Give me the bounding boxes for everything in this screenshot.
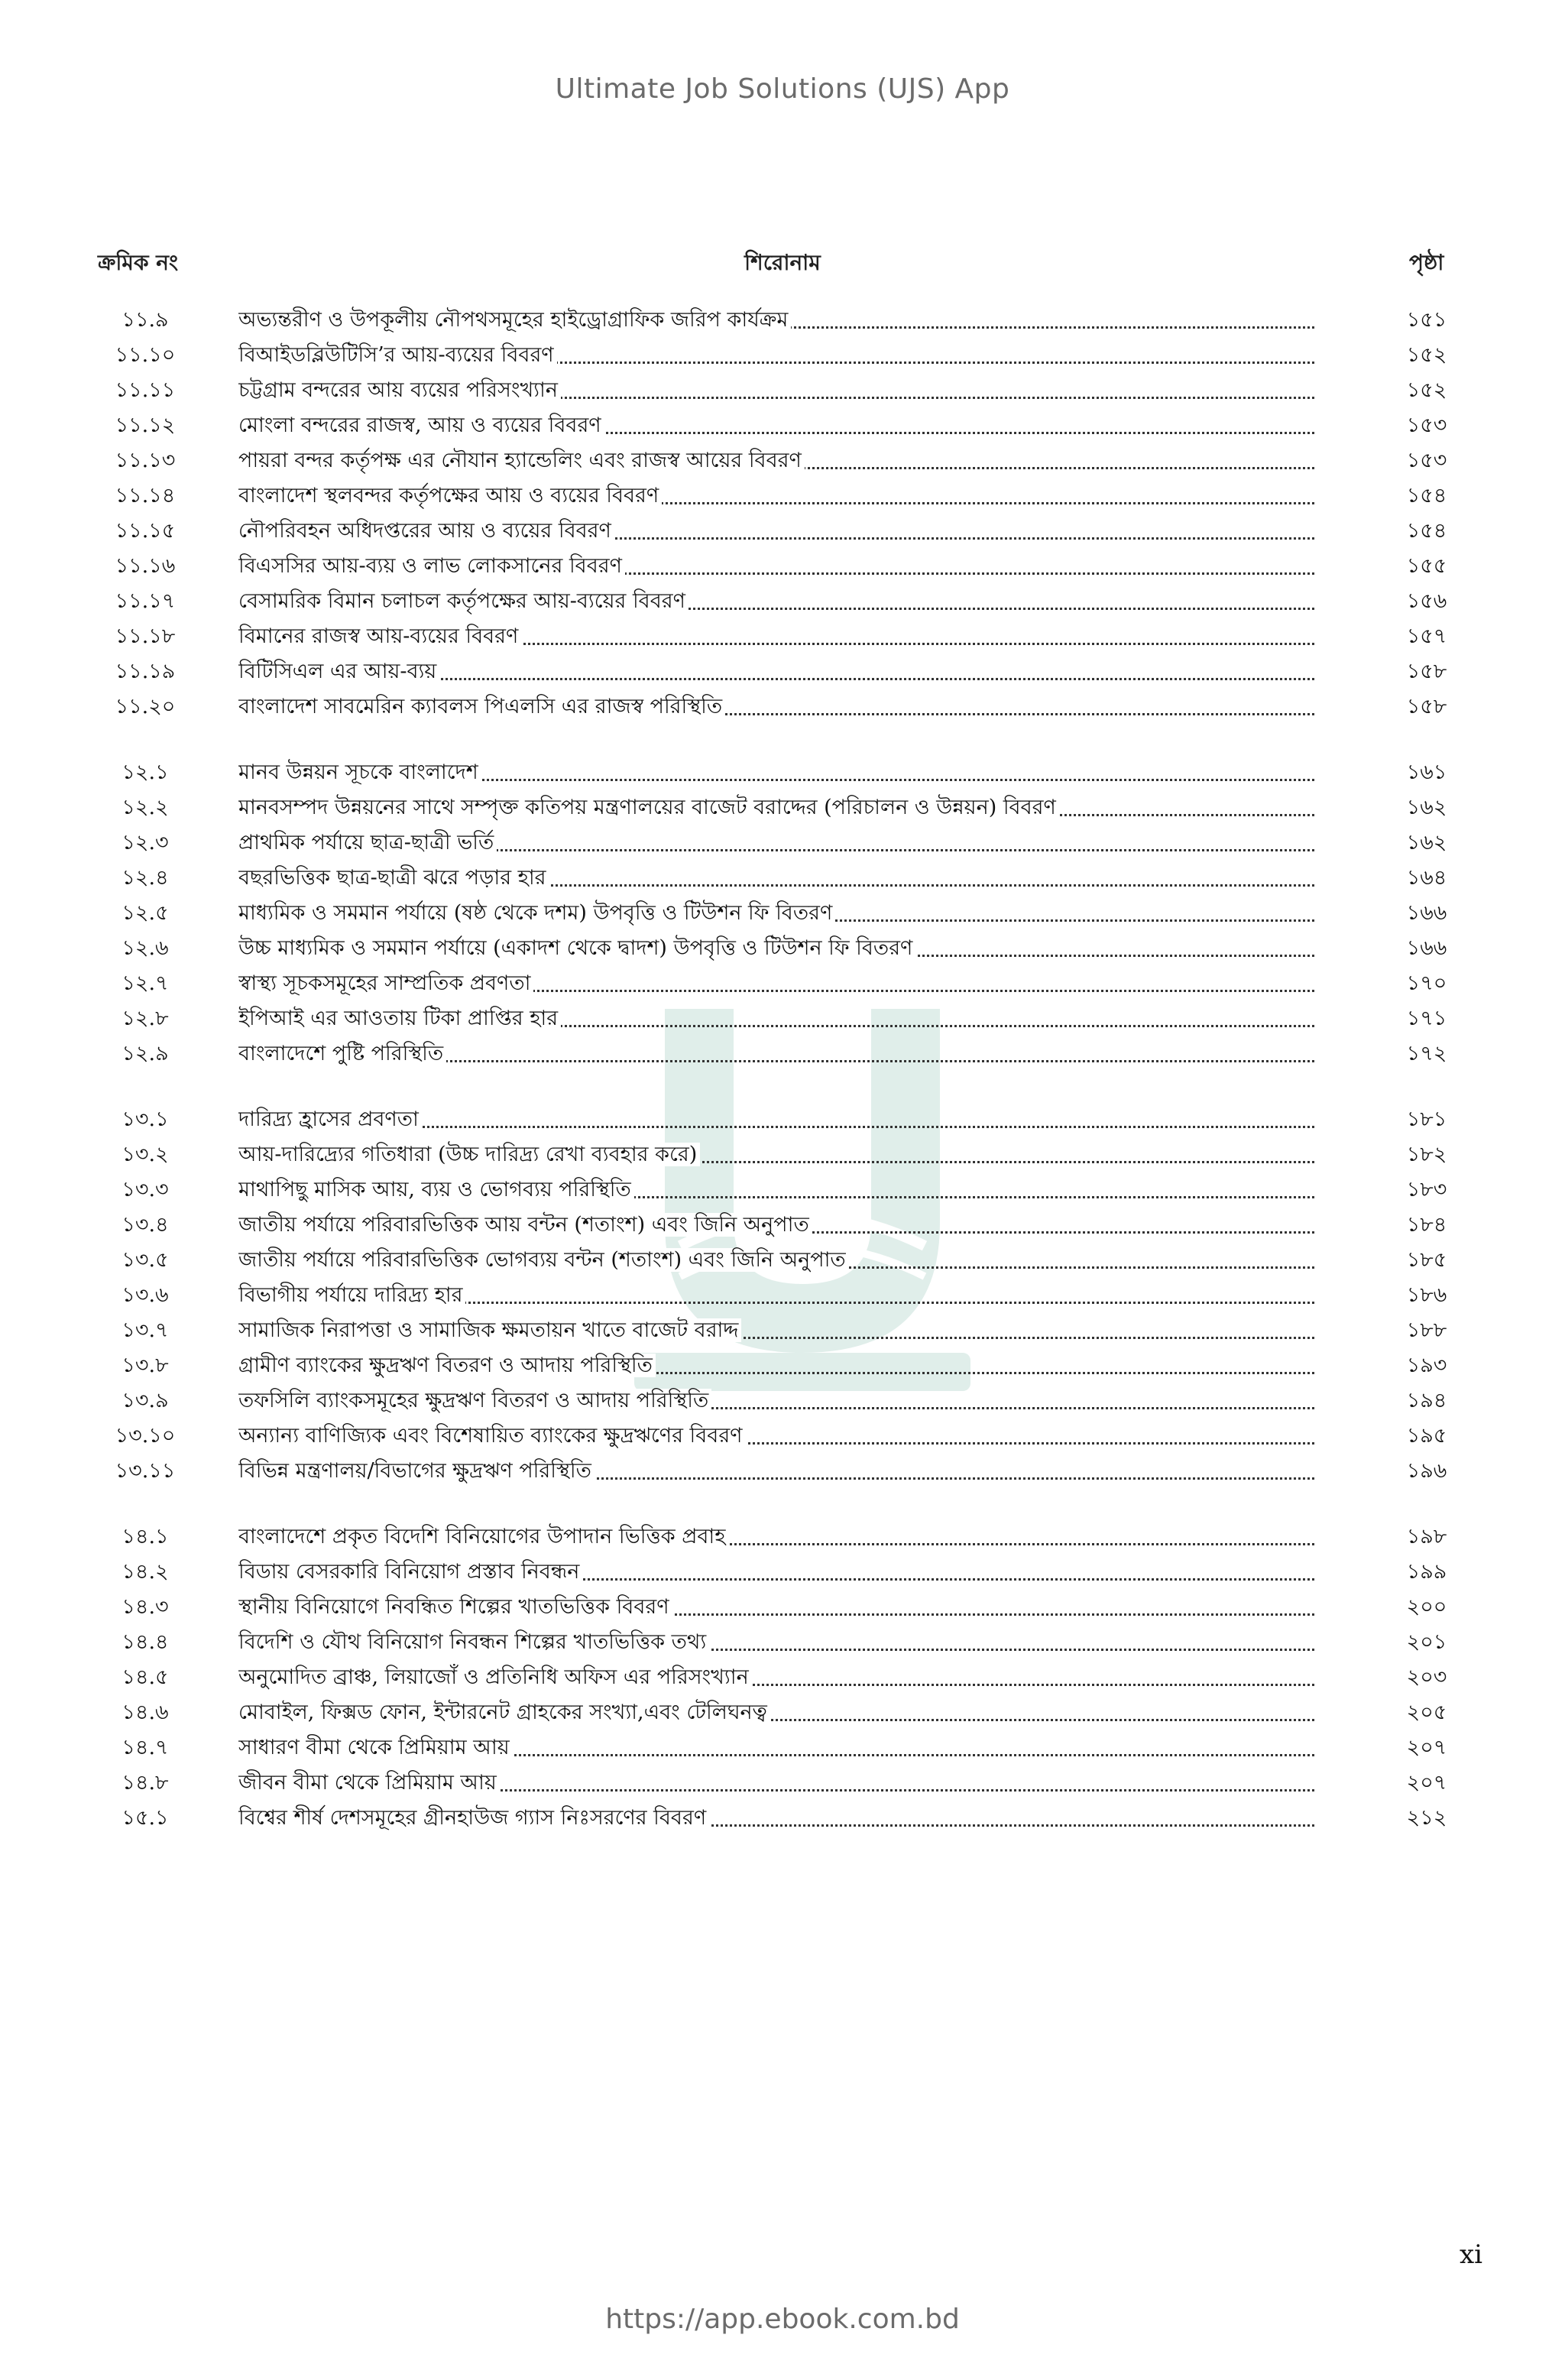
toc-page-number: ২০৫	[1406, 1701, 1447, 1724]
toc-entry	[238, 1278, 1314, 1313]
toc-page-number: ১৬৬	[1406, 936, 1447, 960]
toc-page-number: ১৯৪	[1406, 1389, 1447, 1412]
toc-serial: ১৩.২	[122, 1143, 169, 1166]
toc-page-number: ২০১	[1406, 1630, 1447, 1654]
toc-title: বিদেশি ও যৌথ বিনিয়োগ নিবন্ধন শিল্পের খাতভিত্তিক তথ্য	[238, 1630, 709, 1654]
toc-page-number: ২১২	[1406, 1806, 1447, 1830]
toc-page-number: ২০৭	[1406, 1736, 1447, 1759]
column-header-page: পৃষ্ঠা	[1409, 250, 1444, 275]
toc-row	[0, 689, 1565, 725]
toc-entry	[238, 1348, 1314, 1383]
toc-row	[0, 1419, 1565, 1454]
toc-serial: ১৩.১	[122, 1107, 169, 1131]
toc-serial: ১৫.১	[122, 1806, 169, 1830]
toc-group	[0, 303, 1565, 725]
toc-row	[0, 931, 1565, 966]
toc-entry	[238, 1625, 1314, 1660]
toc-entry	[238, 1730, 1314, 1766]
toc-serial: ১১.১৬	[115, 554, 176, 578]
toc-serial: ১৩.১০	[115, 1424, 176, 1448]
toc-page-number: ১৯৬	[1406, 1459, 1447, 1483]
toc-serial: ১২.১	[122, 760, 169, 784]
toc-title: জাতীয় পর্যায়ে পরিবারভিত্তিক ভোগব্যয় বন্টন (শতাংশ) এবং জিনি অনুপাত	[238, 1248, 849, 1272]
toc-title: বিমানের রাজস্ব আয়-ব্যয়ের বিবরণ	[238, 624, 521, 648]
toc-serial: ১২.৩	[122, 831, 169, 854]
toc-entry	[238, 1036, 1314, 1072]
toc-row	[0, 1519, 1565, 1555]
toc-page-number: ১৭২	[1406, 1042, 1447, 1065]
toc-title: প্রাথমিক পর্যায়ে ছাত্র-ছাত্রী ভর্তি	[238, 831, 497, 854]
toc-page-number: ১৮৪	[1406, 1213, 1447, 1237]
toc-row	[0, 755, 1565, 790]
toc-row	[0, 1036, 1565, 1072]
app-header-title: Ultimate Job Solutions (UJS) App	[555, 73, 1010, 105]
toc-title: তফসিলি ব্যাংকসমূহের ক্ষুদ্রঋণ বিতরণ ও আদায় পরিস্থিতি	[238, 1389, 711, 1412]
toc-row	[0, 443, 1565, 478]
column-header-title: শিরোনাম	[744, 250, 821, 275]
toc-serial: ১৪.৭	[122, 1736, 169, 1759]
toc-title: বছরভিত্তিক ছাত্র-ছাত্রী ঝরে পড়ার হার	[238, 866, 549, 890]
toc-page-number: ২০০	[1406, 1595, 1447, 1619]
toc-entry	[238, 1208, 1314, 1243]
table-of-contents	[0, 303, 1565, 1866]
toc-entry	[238, 514, 1314, 549]
toc-serial: ১১.১২	[115, 413, 176, 437]
toc-page-number: ২০৩	[1406, 1665, 1447, 1689]
toc-row	[0, 1172, 1565, 1208]
toc-title: বিভাগীয় পর্যায়ে দারিদ্র্য হার	[238, 1283, 465, 1307]
toc-serial: ১২.৫	[122, 901, 169, 925]
toc-page-number: ১৬২	[1406, 831, 1447, 854]
toc-row	[0, 478, 1565, 514]
toc-page-number: ১৫৫	[1406, 554, 1447, 578]
toc-title: বিআইডব্লিউটিসি’র আয়-ব্যয়ের বিবরণ	[238, 343, 557, 367]
toc-serial: ১৩.৪	[122, 1213, 169, 1237]
toc-page-number: ১৫৩	[1406, 449, 1447, 472]
toc-serial: ১৪.২	[122, 1560, 169, 1584]
toc-entry	[238, 1243, 1314, 1278]
toc-entry	[238, 303, 1314, 338]
toc-entry	[238, 755, 1314, 790]
toc-row	[0, 1208, 1565, 1243]
toc-serial: ১৪.৪	[122, 1630, 169, 1654]
toc-entry	[238, 619, 1314, 654]
toc-page-number: ১৮৩	[1406, 1178, 1447, 1201]
toc-entry	[238, 549, 1314, 584]
toc-page-number: ১৫২	[1406, 378, 1447, 402]
toc-serial: ১১.১০	[115, 343, 176, 367]
toc-title: মোংলা বন্দরের রাজস্ব, আয় ও ব্যয়ের বিবরণ	[238, 413, 604, 437]
toc-page-number: ১৫৮	[1406, 660, 1447, 683]
toc-page-number: ১৯৫	[1406, 1424, 1447, 1448]
toc-entry	[238, 790, 1314, 825]
toc-row	[0, 338, 1565, 373]
toc-row	[0, 1454, 1565, 1489]
toc-title: ইপিআই এর আওতায় টিকা প্রাপ্তির হার	[238, 1007, 561, 1030]
toc-entry	[238, 1766, 1314, 1801]
toc-serial: ১১.১১	[115, 378, 176, 402]
toc-row	[0, 1102, 1565, 1137]
toc-row	[0, 1001, 1565, 1036]
toc-entry	[238, 1102, 1314, 1137]
toc-serial: ১১.১৭	[115, 589, 176, 613]
toc-title: গ্রামীণ ব্যাংকের ক্ষুদ্রঋণ বিতরণ ও আদায় পরিস্থিতি	[238, 1354, 656, 1377]
toc-entry	[238, 1660, 1314, 1695]
toc-page-number: ২০৭	[1406, 1771, 1447, 1795]
toc-entry	[238, 896, 1314, 931]
toc-page-number: ১৫২	[1406, 343, 1447, 367]
toc-title: মোবাইল, ফিক্সড ফোন, ইন্টারনেট গ্রাহকের সংখ্যা,এবং টেলিঘনত্ব	[238, 1701, 770, 1724]
toc-group	[0, 1519, 1565, 1836]
toc-serial: ১৪.৮	[122, 1771, 169, 1795]
toc-title: স্বাস্থ্য সূচকসমূহের সাম্প্রতিক প্রবণতা	[238, 971, 533, 995]
toc-page-number: ১৫৪	[1406, 519, 1447, 543]
toc-title: দারিদ্র্য হ্রাসের প্রবণতা	[238, 1107, 422, 1131]
toc-title: উচ্চ মাধ্যমিক ও সমমান পর্যায়ে (একাদশ থেকে দ্বাদশ) উপবৃত্তি ও টিউশন ফি বিতরণ	[238, 936, 915, 960]
toc-row	[0, 1243, 1565, 1278]
toc-entry	[238, 584, 1314, 619]
footer-url: https://app.ebook.com.bd	[605, 2304, 960, 2335]
toc-row	[0, 408, 1565, 443]
toc-serial: ১৩.৭	[122, 1318, 169, 1342]
toc-title: বিএসসির আয়-ব্যয় ও লাভ লোকসানের বিবরণ	[238, 554, 625, 578]
toc-serial: ১৪.৬	[122, 1701, 169, 1724]
toc-row	[0, 896, 1565, 931]
toc-serial: ১২.৭	[122, 971, 169, 995]
toc-serial: ১১.২০	[115, 695, 176, 718]
toc-entry	[238, 1419, 1314, 1454]
toc-row	[0, 1348, 1565, 1383]
toc-entry	[238, 1383, 1314, 1419]
toc-entry	[238, 966, 1314, 1001]
toc-row	[0, 1383, 1565, 1419]
toc-page-number: ১৬১	[1406, 760, 1447, 784]
column-header-serial: ক্রমিক নং	[98, 250, 179, 275]
toc-title: নৌপরিবহন অধিদপ্তরের আয় ও ব্যয়ের বিবরণ	[238, 519, 614, 543]
toc-serial: ১১.১৪	[115, 484, 176, 507]
toc-entry	[238, 1172, 1314, 1208]
toc-row	[0, 1313, 1565, 1348]
toc-title: বিশ্বের শীর্ষ দেশসমূহের গ্রীনহাউজ গ্যাস নিঃসরণের বিবরণ	[238, 1806, 709, 1830]
toc-title: বিডায় বেসরকারি বিনিয়োগ প্রস্তাব নিবন্ধন	[238, 1560, 582, 1584]
toc-title: বিটিসিএল এর আয়-ব্যয়	[238, 660, 439, 683]
toc-page-number: ১৫৭	[1406, 624, 1447, 648]
toc-title: সামাজিক নিরাপত্তা ও সামাজিক ক্ষমতায়ন খাতে বাজেট বরাদ্দ	[238, 1318, 741, 1342]
toc-entry	[238, 408, 1314, 443]
toc-entry	[238, 654, 1314, 689]
toc-page-number: ১৮১	[1406, 1107, 1447, 1131]
toc-row	[0, 549, 1565, 584]
toc-entry	[238, 1555, 1314, 1590]
toc-title: বিভিন্ন মন্ত্রণালয়/বিভাগের ক্ষুদ্রঋণ পরিস্থিতি	[238, 1459, 595, 1483]
toc-page-number: ১৮২	[1406, 1143, 1447, 1166]
toc-entry	[238, 478, 1314, 514]
toc-serial: ১৩.৮	[122, 1354, 169, 1377]
toc-row	[0, 1766, 1565, 1801]
toc-entry	[238, 1313, 1314, 1348]
toc-title: আয়-দারিদ্র্যের গতিধারা (উচ্চ দারিদ্র্য রেখা ব্যবহার করে)	[238, 1143, 700, 1166]
toc-row	[0, 1660, 1565, 1695]
toc-entry	[238, 373, 1314, 408]
toc-serial: ১২.৬	[122, 936, 169, 960]
toc-title: বেসামরিক বিমান চলাচল কর্তৃপক্ষের আয়-ব্যয়ের বিবরণ	[238, 589, 689, 613]
toc-title: মাধ্যমিক ও সমমান পর্যায়ে (ষষ্ঠ থেকে দশম) উপবৃত্তি ও টিউশন ফি বিতরণ	[238, 901, 835, 925]
toc-title: অনুমোদিত ব্রাঞ্চ, লিয়াজোঁ ও প্রতিনিধি অফিস এর পরিসংখ্যান	[238, 1665, 752, 1689]
toc-serial: ১৩.৬	[122, 1283, 169, 1307]
toc-entry	[238, 1137, 1314, 1172]
toc-row	[0, 1555, 1565, 1590]
toc-serial: ১২.২	[122, 796, 169, 819]
toc-title: বাংলাদেশে প্রকৃত বিদেশি বিনিয়োগের উপাদান ভিত্তিক প্রবাহ	[238, 1525, 728, 1548]
toc-row	[0, 1801, 1565, 1836]
toc-serial: ১৪.১	[122, 1525, 169, 1548]
toc-row	[0, 1695, 1565, 1730]
toc-page-number: ১৮৬	[1406, 1283, 1447, 1307]
toc-entry	[238, 1519, 1314, 1555]
toc-row	[0, 1590, 1565, 1625]
toc-entry	[238, 1695, 1314, 1730]
toc-title: পায়রা বন্দর কর্তৃপক্ষ এর নৌযান হ্যান্ডেলিং এবং রাজস্ব আয়ের বিবরণ	[238, 449, 805, 472]
toc-page-number: ১৬৬	[1406, 901, 1447, 925]
toc-title: মানব উন্নয়ন সূচকে বাংলাদেশ	[238, 760, 481, 784]
toc-row	[0, 1278, 1565, 1313]
toc-title: অভ্যন্তরীণ ও উপকূলীয় নৌপথসমূহের হাইড্রোগ্রাফিক জরিপ কার্যক্রম	[238, 308, 791, 332]
toc-row	[0, 966, 1565, 1001]
toc-entry	[238, 443, 1314, 478]
toc-title: মাথাপিছু মাসিক আয়, ব্যয় ও ভোগব্যয় পরিস্থিতি	[238, 1178, 634, 1201]
toc-title: বাংলাদেশ সাবমেরিন ক্যাবলস পিএলসি এর রাজস্ব পরিস্থিতি	[238, 695, 725, 718]
toc-title: বাংলাদেশ স্থলবন্দর কর্তৃপক্ষের আয় ও ব্যয়ের বিবরণ	[238, 484, 662, 507]
toc-group	[0, 1102, 1565, 1489]
toc-page-number: ১৫১	[1406, 308, 1447, 332]
toc-page-number: ১৬৪	[1406, 866, 1447, 890]
toc-page-number: ১৯৮	[1406, 1525, 1447, 1548]
toc-entry	[238, 1001, 1314, 1036]
toc-row	[0, 303, 1565, 338]
toc-page-number: ১৫৮	[1406, 695, 1447, 718]
toc-serial: ১১.১৫	[115, 519, 176, 543]
toc-row	[0, 619, 1565, 654]
toc-entry	[238, 1590, 1314, 1625]
toc-row	[0, 1625, 1565, 1660]
toc-serial: ১২.৮	[122, 1007, 169, 1030]
toc-serial: ১৩.৯	[122, 1389, 169, 1412]
toc-page-number: ১৭১	[1406, 1007, 1447, 1030]
toc-serial: ১৪.৫	[122, 1665, 169, 1689]
toc-title: স্থানীয় বিনিয়োগে নিবন্ধিত শিল্পের খাতভিত্তিক বিবরণ	[238, 1595, 672, 1619]
toc-row	[0, 825, 1565, 861]
toc-row	[0, 1730, 1565, 1766]
toc-page-number: ১৮৮	[1406, 1318, 1447, 1342]
toc-title: জাতীয় পর্যায়ে পরিবারভিত্তিক আয় বন্টন (শতাংশ) এবং জিনি অনুপাত	[238, 1213, 812, 1237]
toc-serial: ১৩.৫	[122, 1248, 169, 1272]
toc-row	[0, 654, 1565, 689]
toc-page-number: ১৫৪	[1406, 484, 1447, 507]
toc-entry	[238, 689, 1314, 725]
page-number: xi	[1460, 2239, 1483, 2270]
toc-row	[0, 861, 1565, 896]
toc-row	[0, 373, 1565, 408]
toc-page-number: ১৯৯	[1406, 1560, 1447, 1584]
toc-serial: ১২.৪	[122, 866, 169, 890]
toc-title: সাধারণ বীমা থেকে প্রিমিয়াম আয়	[238, 1736, 513, 1759]
toc-title: অন্যান্য বাণিজ্যিক এবং বিশেষায়িত ব্যাংকের ক্ষুদ্রঋণের বিবরণ	[238, 1424, 746, 1448]
toc-entry	[238, 1801, 1314, 1836]
toc-title: বাংলাদেশে পুষ্টি পরিস্থিতি	[238, 1042, 446, 1065]
toc-row	[0, 1137, 1565, 1172]
toc-serial: ১১.১৩	[115, 449, 176, 472]
toc-serial: ১২.৯	[122, 1042, 169, 1065]
toc-page-number: ১৫৩	[1406, 413, 1447, 437]
toc-row	[0, 514, 1565, 549]
toc-entry	[238, 1454, 1314, 1489]
toc-entry	[238, 825, 1314, 861]
toc-title: চট্টগ্রাম বন্দরের আয় ব্যয়ের পরিসংখ্যান	[238, 378, 561, 402]
toc-page-number: ১৫৬	[1406, 589, 1447, 613]
toc-page-number: ১৮৫	[1406, 1248, 1447, 1272]
toc-row	[0, 584, 1565, 619]
toc-serial: ১৪.৩	[122, 1595, 169, 1619]
toc-page-number: ১৬২	[1406, 796, 1447, 819]
toc-page-number: ১৭০	[1406, 971, 1447, 995]
toc-entry	[238, 931, 1314, 966]
toc-entry	[238, 338, 1314, 373]
toc-serial: ১১.৯	[122, 308, 169, 332]
toc-title: জীবন বীমা থেকে প্রিমিয়াম আয়	[238, 1771, 500, 1795]
toc-page-number: ১৯৩	[1406, 1354, 1447, 1377]
toc-serial: ১৩.১১	[115, 1459, 176, 1483]
toc-group	[0, 755, 1565, 1072]
toc-row	[0, 790, 1565, 825]
toc-serial: ১১.১৮	[115, 624, 176, 648]
toc-serial: ১৩.৩	[122, 1178, 169, 1201]
toc-serial: ১১.১৯	[115, 660, 176, 683]
toc-entry	[238, 861, 1314, 896]
toc-title: মানবসম্পদ উন্নয়নের সাথে সম্পৃক্ত কতিপয় মন্ত্রণালয়ের বাজেট বরাদ্দের (পরিচালন ও উন্নয়ন) বিবরণ	[238, 796, 1059, 819]
